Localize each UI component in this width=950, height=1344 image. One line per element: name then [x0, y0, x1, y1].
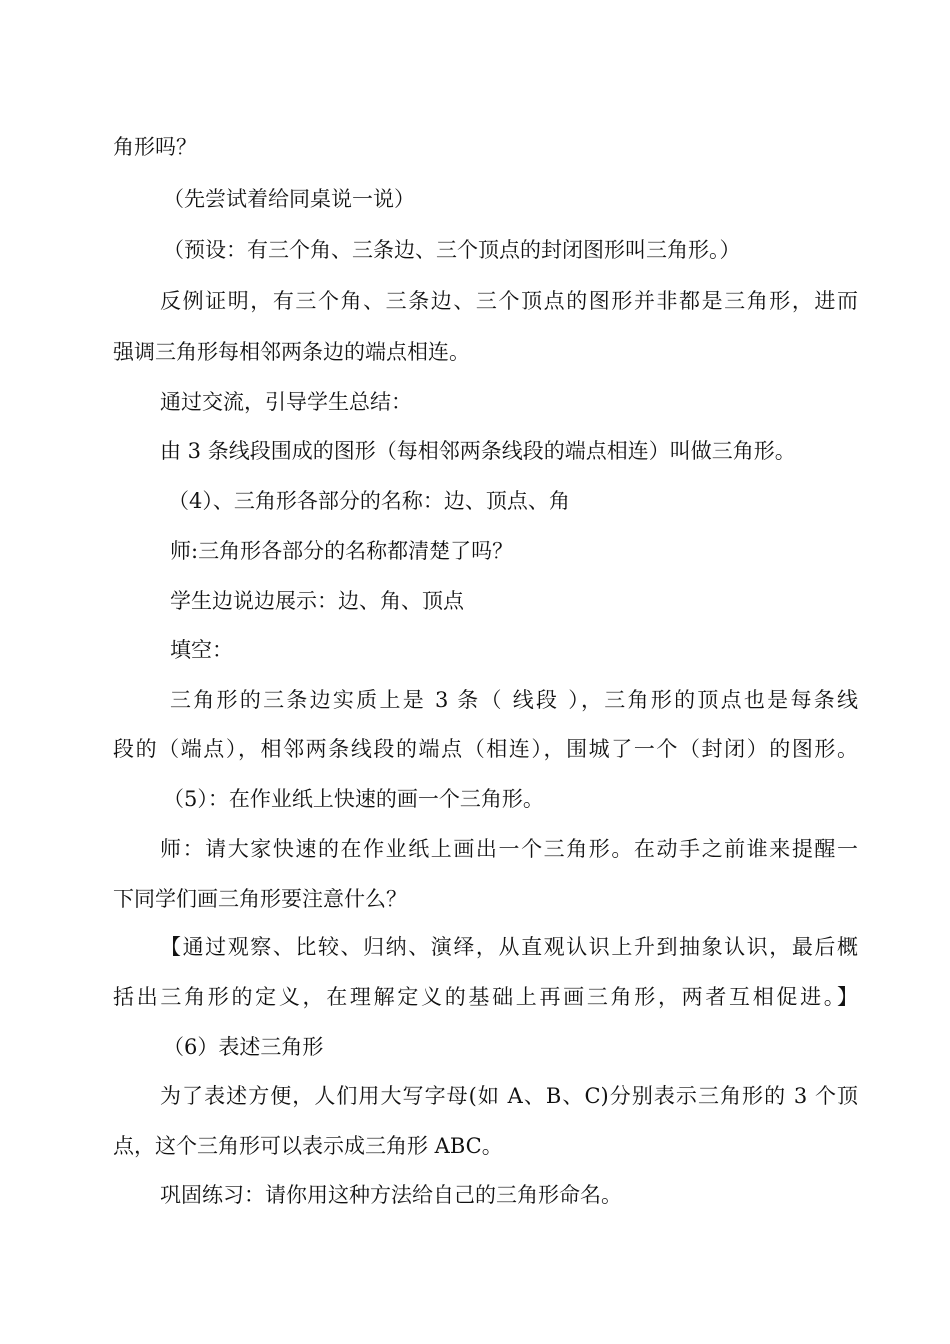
- text-line-15: 师：请大家快速的在作业纸上画出一个三角形。在动手之前谁来提醒一: [160, 837, 858, 861]
- text-line-5: 强调三角形每相邻两条边的端点相连。: [113, 340, 470, 364]
- text-line-18: 括出三角形的定义，在理解定义的基础上再画三角形，两者互相促进。】: [113, 985, 858, 1009]
- text-line-16: 下同学们画三角形要注意什么？: [113, 887, 407, 911]
- text-line-22: 巩固练习：请你用这种方法给自己的三角形命名。: [160, 1183, 622, 1207]
- text-line-12: 三角形的三条边实质上是 3 条（ 线段 ），三角形的顶点也是每条线: [170, 688, 858, 712]
- text-line-21: 点，这个三角形可以表示成三角形 ABC。: [113, 1134, 503, 1158]
- section-heading-5: （5）：在作业纸上快速的画一个三角形。: [163, 787, 544, 811]
- text-line-6: 通过交流，引导学生总结：: [160, 390, 412, 414]
- text-line-9: 师:三角形各部分的名称都清楚了吗？: [170, 539, 514, 563]
- text-line-17: 【通过观察、比较、归纳、演绎，从直观认识上升到抽象认识，最后概: [160, 935, 858, 959]
- text-line-3: （预设：有三个角、三条边、三个顶点的封闭图形叫三角形。）: [163, 238, 741, 262]
- section-heading-6: （6）表述三角形: [163, 1035, 324, 1059]
- text-line-4: 反例证明，有三个角、三条边、三个顶点的图形并非都是三角形，进而: [160, 289, 858, 313]
- text-line-1: 角形吗？: [113, 135, 197, 159]
- text-line-10: 学生边说边展示：边、角、顶点: [170, 589, 464, 613]
- text-line-11: 填空：: [170, 638, 233, 662]
- text-line-20: 为了表述方便，人们用大写字母(如 A、B、C)分别表示三角形的 3 个顶: [160, 1084, 858, 1108]
- section-heading-4: （4）、三角形各部分的名称：边、顶点、角: [168, 489, 570, 513]
- text-line-13: 段的（端点），相邻两条线段的端点（相连），围城了一个（封闭）的图形。: [113, 737, 858, 761]
- text-line-7: 由 3 条线段围成的图形（每相邻两条线段的端点相连）叫做三角形。: [160, 439, 796, 463]
- text-line-2: （先尝试着给同桌说一说）: [163, 187, 415, 211]
